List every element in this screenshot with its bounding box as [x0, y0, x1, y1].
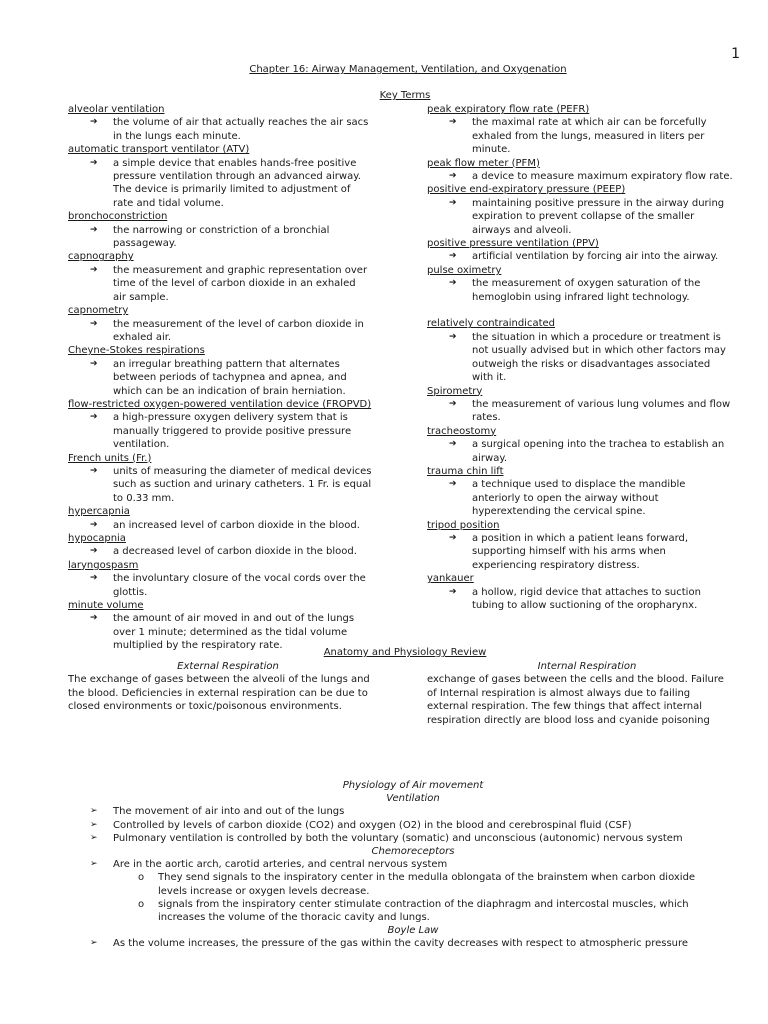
internal-line: of Internal respiration is almost always due to failing [427, 687, 691, 699]
arrow-icon: ➔ [449, 117, 457, 128]
term-definition-line: ➔ the situation in which a procedure or treatment is [449, 331, 721, 343]
arrow-icon: ➔ [449, 439, 457, 450]
external-line: The exchange of gases between the alveoli of the lungs and [68, 674, 370, 686]
arrow-icon: ➔ [90, 264, 98, 275]
term-definition-line: ➔ a position in which a patient leans forward, [449, 532, 689, 544]
ventilation-bullet: ➢ Controlled by levels of carbon dioxide (CO2) and oxygen (O2) in the blood and cerebrospinal fluid (CSF) [90, 819, 632, 831]
arrow-icon: ➔ [449, 331, 457, 342]
key-term: minute volume [68, 600, 144, 612]
arrow-icon: ➔ [90, 117, 98, 128]
key-term: alveolar ventilation [68, 104, 165, 115]
term-definition-line: ➔ the volume of air that actually reaches the air sacs [90, 117, 369, 129]
term-definition-line: exhaled air. [113, 331, 172, 343]
term-definition-line: pressure ventilation through an advanced airway. [113, 171, 361, 183]
term-definition-line: not usually advised but in which other factors may [472, 345, 726, 357]
term-definition-line: between periods of tachypnea and apnea, and [113, 372, 347, 384]
key-term: pulse oximetry [427, 264, 502, 276]
key-term: relatively contraindicated [427, 318, 555, 330]
term-definition-line: ➔ a technique used to displace the mandible [449, 479, 686, 491]
key-term: tripod position [427, 519, 500, 531]
term-definition-line: ➔ the measurement of oxygen saturation of the [449, 278, 701, 290]
term-definition-line: ➔ the amount of air moved in and out of the lungs [90, 613, 355, 625]
physiology-section [68, 779, 758, 951]
term-definition-line: The device is primarily limited to adjustment of [113, 184, 351, 196]
term-definition-line: rate and tidal volume. [113, 197, 224, 209]
key-term: French units (Fr.) [68, 452, 152, 464]
term-definition-line: ➔ an increased level of carbon dioxide in the blood. [90, 519, 360, 531]
chemoreceptors-bullet: ➢ Are in the aortic arch, carotid arteries, and central nervous system [90, 859, 448, 871]
term-definition-line: ➔ the measurement of the level of carbon dioxide in [90, 318, 364, 330]
term-definition-line: in the lungs each minute. [113, 130, 241, 142]
term-definition-line: ➔ maintaining positive pressure in the airway during [449, 197, 725, 209]
term-definition-line: ➔ the measurement of various lung volumes and flow [449, 398, 731, 410]
chemoreceptors-sub-bullet: o signals from the inspiratory center stimulate contraction of the diaphragm and intercostal muscles, which increases the volume of the thoracic cavity and lungs. [138, 898, 689, 924]
internal-line: exchange of gases between the cells and the blood. Failure [427, 674, 724, 686]
key-term: peak expiratory flow rate (PEFR) [427, 104, 590, 115]
boyle-law-heading: Boyle Law [387, 925, 439, 937]
key-term: tracheostomy [427, 425, 497, 437]
term-definition-line: experiencing respiratory distress. [472, 559, 640, 571]
internal-line: external respiration. The few things that affect internal [427, 701, 702, 713]
external-respiration-section [68, 660, 388, 714]
term-definition-line: ➔ a hollow, rigid device that attaches to suction [449, 586, 701, 598]
term-definition-line: glottis. [113, 586, 148, 598]
circle-bullet-icon: o [138, 872, 145, 884]
bullet-arrow-icon: ➢ [90, 819, 98, 830]
term-definition-line: ➔ a decreased level of carbon dioxide in the blood. [90, 546, 357, 558]
ventilation-bullet: ➢ Pulmonary ventilation is controlled by both the voluntary (somatic) and unconscious (autonomic) nervous system [90, 832, 683, 844]
key-term: Cheyne-Stokes respirations [68, 345, 205, 357]
term-definition-line: minute. [472, 144, 511, 156]
term-definition-line: ventilation. [113, 439, 170, 451]
term-definition-line: outweigh the risks or disadvantages associated [472, 358, 711, 370]
key-terms-right-column [427, 103, 742, 612]
term-definition-line: tubing to allow suctioning of the oropharynx. [472, 600, 698, 612]
internal-respiration-heading: Internal Respiration [537, 661, 637, 672]
term-definition-line: multiplied by the respiratory rate. [113, 640, 283, 652]
key-term: hypercapnia [68, 506, 130, 518]
arrow-icon: ➔ [90, 546, 98, 557]
term-definition-line: ➔ a device to measure maximum expiratory flow rate. [449, 171, 733, 183]
term-definition-line: such as suction and urinary catheters. 1 Fr. is equal [113, 479, 372, 491]
internal-respiration-section [427, 660, 747, 727]
chemoreceptors-heading: Chemoreceptors [371, 846, 455, 858]
term-definition-line: airway. [472, 452, 507, 464]
bullet-arrow-icon: ➢ [90, 832, 98, 843]
arrow-icon: ➔ [449, 586, 457, 597]
internal-line: respiration directly are blood loss and cyanide poisoning [427, 714, 710, 726]
key-term: flow-restricted oxygen-powered ventilation device (FROPVD) [68, 398, 372, 410]
term-definition-line: ➔ an irregular breathing pattern that alternates [90, 358, 340, 370]
arrow-icon: ➔ [90, 412, 98, 423]
key-term: yankauer [427, 573, 474, 585]
term-definition-line: ➔ units of measuring the diameter of medical devices [90, 465, 372, 477]
arrow-icon: ➔ [90, 573, 98, 584]
term-definition-line: over 1 minute; determined as the tidal volume [113, 626, 348, 638]
arrow-icon: ➔ [90, 519, 98, 530]
page-number: 1 [731, 46, 740, 62]
arrow-icon: ➔ [90, 358, 98, 369]
term-definition-line: ➔ a high-pressure oxygen delivery system that is [90, 412, 348, 424]
boyle-law-bullet: ➢ As the volume increases, the pressure of the gas within the cavity decreases with respect to atmospheric pressure [90, 938, 689, 950]
key-term: bronchoconstriction [68, 211, 168, 223]
arrow-icon: ➔ [90, 318, 98, 329]
arrow-icon: ➔ [90, 465, 98, 476]
term-definition-line: hemoglobin using infrared light technology. [472, 291, 690, 303]
key-term: capnometry [68, 305, 129, 317]
arrow-icon: ➔ [449, 532, 457, 543]
term-definition-line: ➔ the maximal rate at which air can be forcefully [449, 117, 707, 129]
arrow-icon: ➔ [449, 398, 457, 409]
key-term: positive end-expiratory pressure (PEEP) [427, 184, 626, 196]
term-definition-line: exhaled from the lungs, measured in liters per [472, 130, 705, 142]
term-definition-line: airways and alveoli. [472, 224, 572, 236]
term-definition-line: manually triggered to provide positive pressure [113, 425, 352, 437]
term-definition-line: air sample. [113, 291, 169, 303]
term-definition-line: ➔ the measurement and graphic representation over [90, 264, 368, 276]
key-term: peak flow meter (PFM) [427, 157, 540, 169]
key-term: positive pressure ventilation (PPV) [427, 238, 599, 250]
ventilation-bullet: ➢ The movement of air into and out of the lungs [90, 806, 345, 818]
external-line: closed environments or toxic/poisonous environments. [68, 701, 342, 713]
key-term: laryngospasm [68, 559, 139, 571]
key-term: trauma chin lift [427, 465, 504, 477]
arrow-icon: ➔ [449, 479, 457, 490]
term-definition-line: ➔ the involuntary closure of the vocal cords over the [90, 573, 366, 585]
term-definition-line: supporting himself with his arms when [472, 546, 666, 558]
key-term: hypocapnia [68, 533, 126, 544]
term-definition-line: which can be an indication of brain herniation. [113, 385, 346, 397]
term-definition-line: with it. [472, 372, 507, 384]
term-definition-line: expiration to prevent collapse of the smaller [472, 211, 695, 223]
key-term: Spirometry [427, 385, 483, 397]
term-definition-line: hyperextending the cervical spine. [472, 506, 646, 518]
arrow-icon: ➔ [449, 278, 457, 289]
key-terms-left-column [68, 103, 383, 653]
term-definition-line: rates. [472, 412, 501, 424]
ventilation-heading: Ventilation [386, 793, 440, 805]
bullet-arrow-icon: ➢ [90, 859, 98, 870]
term-definition-line: anteriorly to open the airway without [472, 492, 659, 504]
key-term: capnography [68, 251, 134, 263]
term-definition-line: passageway. [113, 238, 177, 250]
term-definition-line: ➔ artificial ventilation by forcing air into the airway. [449, 251, 719, 263]
chemoreceptors-sub-bullet: o They send signals to the inspiratory center in the medulla oblongata of the brainstem when carbon dioxide levels increase or oxygen levels decrease. [138, 872, 696, 897]
arrow-icon: ➔ [90, 613, 98, 624]
term-definition-line: ➔ a simple device that enables hands-free positive [90, 157, 357, 169]
term-definition-line: ➔ a surgical opening into the trachea to establish an [449, 439, 725, 451]
circle-bullet-icon: o [138, 898, 145, 910]
arrow-icon: ➔ [90, 157, 98, 168]
arrow-icon: ➔ [449, 171, 457, 182]
key-term: automatic transport ventilator (ATV) [68, 144, 250, 156]
term-definition-line: to 0.33 mm. [113, 492, 175, 504]
bullet-arrow-icon: ➢ [90, 938, 98, 949]
bullet-arrow-icon: ➢ [90, 806, 98, 817]
chapter-title: Chapter 16: Airway Management, Ventilation, and Oxygenation [249, 64, 567, 75]
term-definition-line: time of the level of carbon dioxide in an exhaled [113, 278, 356, 290]
arrow-icon: ➔ [449, 251, 457, 262]
term-definition-line: ➔ the narrowing or constriction of a bronchial [90, 224, 330, 236]
key-terms-heading: Key Terms [379, 90, 431, 101]
physiology-heading: Physiology of Air movement [342, 780, 484, 791]
arrow-icon: ➔ [90, 224, 98, 235]
external-respiration-heading: External Respiration [177, 661, 279, 672]
arrow-icon: ➔ [449, 197, 457, 208]
anatomy-physiology-heading: Anatomy and Physiology Review [323, 647, 487, 658]
external-line: the blood. Deficiencies in external respiration can be due to [68, 687, 368, 699]
